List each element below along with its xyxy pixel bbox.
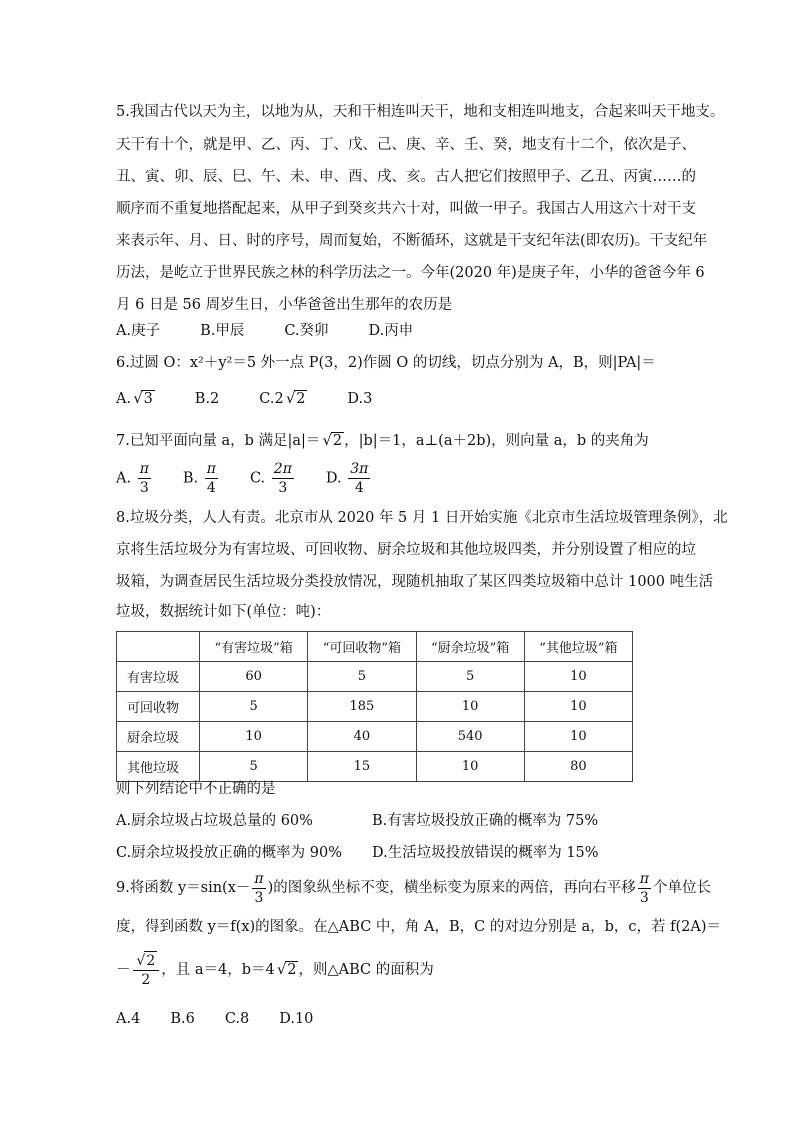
q9-line-2: 度，得到函数 y＝f(x)的图象。在△ABC 中，角 A，B，C 的对边分别是 a，b，c，若 f(2A)＝ <box>116 919 721 935</box>
sqrt-symbol: √ 2 <box>331 432 344 449</box>
table-header-cell: “可回收物”箱 <box>308 632 416 662</box>
q8-option-a: A.厨余垃圾占垃圾总量的 60% <box>116 813 313 829</box>
q6-stem: 6.过圆 O：x²＋y²＝5 外一点 P(3，2)作圆 O 的切线，切点分别为 A，B，则|PA|＝ <box>116 355 656 371</box>
table-header-cell: “厨余垃圾”箱 <box>416 632 524 662</box>
sqrt-symbol: √ 2 <box>285 961 298 978</box>
q6-option-d: D.3 <box>347 391 373 407</box>
sqrt-symbol: √ 2 <box>144 951 157 970</box>
table-cell: 10 <box>200 722 308 752</box>
table-cell: 40 <box>308 722 416 752</box>
q5-option-c: C.癸卯 <box>284 323 329 339</box>
table-row-header: 厨余垃圾 <box>117 722 200 752</box>
q7-option-a: A. $\frac{\pi}{3}$ <box>116 461 149 496</box>
fraction: $\frac{2\pi}{3}$ <box>273 461 292 496</box>
q9-option-d: D.10 <box>279 1011 314 1027</box>
q5-option-a: A.庚子 <box>116 323 161 339</box>
table-row <box>117 752 633 782</box>
fraction: $\frac{\pi}{4}$ <box>206 461 216 496</box>
table-header-cell: “有害垃圾”箱 <box>200 632 308 662</box>
table-row <box>117 692 633 722</box>
fraction: $\frac{\pi}{3}$ <box>639 870 649 906</box>
q7-option-d: D. $\frac{3\pi}{4}$ <box>325 461 369 496</box>
table-header-cell <box>117 632 200 662</box>
q9-option-c: C.8 <box>224 1011 250 1027</box>
q8-options-row2 <box>116 843 628 863</box>
q7-stem: 7.已知平面向量 a，b 满足|a|＝ √ 2 ，|b|＝1，a⊥(a＋2b)，则向量 a，b 的夹角为 <box>116 431 649 451</box>
table-cell: 10 <box>416 752 524 782</box>
table-cell: 10 <box>524 662 632 692</box>
q9-line-3: － √ $\frac{2}{2}$ ，且 a＝4，b＝4 √ 2 ，则△ABC 的面积为 <box>116 948 434 992</box>
q5-line: 5.我国古代以天为主，以地为从，天和干相连叫天干，地和支相连叫地支，合起来叫天干地支。 <box>116 104 725 120</box>
q6-option-c: C.2 √ 2 <box>259 389 307 409</box>
table-cell: 5 <box>200 752 308 782</box>
garbage-data-table <box>116 631 633 782</box>
q5-options <box>116 321 453 341</box>
q8-option-d: D.生活垃圾投放错误的概率为 15% <box>372 845 599 861</box>
table-header-row <box>117 632 633 662</box>
q8-line: 8.垃圾分类，人人有责。北京市从 2020 年 5 月 1 日开始实施《北京市生活垃圾管理条例》，北 <box>116 510 728 526</box>
q5-line: 月 6 日是 56 周岁生日，小华爸爸出生那年的农历是 <box>116 297 453 313</box>
q5-line: 历法，是屹立于世界民族之林的科学历法之一。今年(2020 年)是庚子年，小华的爸爸今年 6 <box>116 265 705 281</box>
q8-line: 圾箱，为调查居民生活垃圾分类投放情况，现随机抽取了某区四类垃圾箱中总计 1000 吨生活 <box>116 574 714 590</box>
table-row <box>117 662 633 692</box>
table-row-header: 可回收物 <box>117 692 200 722</box>
table-cell: 185 <box>308 692 416 722</box>
q5-option-d: D.丙申 <box>368 323 414 339</box>
table-cell: 10 <box>524 692 632 722</box>
q5-line: 天干有十个，就是甲、乙、丙、丁、戊、己、庚、辛、壬、癸，地支有十二个，依次是子、 <box>116 137 696 153</box>
q9-option-b: B.6 <box>170 1011 195 1027</box>
sqrt-symbol: √ 2 <box>294 390 307 407</box>
table-cell: 540 <box>416 722 524 752</box>
q8-line: 京将生活垃圾分为有害垃圾、可回收物、厨余垃圾和其他垃圾四类，并分别设置了相应的垃 <box>116 542 696 558</box>
q8-option-c: C.厨余垃圾投放正确的概率为 90% <box>116 845 343 861</box>
q9-line-1: 9.将函数 y＝sin(x－ $\frac{\pi}{3}$ )的图象纵坐标不变，横坐标变为原来的两倍，再向右平移 $\frac{\pi}{3}$ 个单位长 <box>116 870 711 906</box>
table-cell: 5 <box>308 662 416 692</box>
table-header-cell: “其他垃圾”箱 <box>524 632 632 662</box>
q8-line: 垃圾，数据统计如下(单位：吨)： <box>116 604 331 620</box>
q5-line: 丑、寅、卯、辰、巳、午、未、申、酉、戌、亥。古人把它们按照甲子、乙丑、丙寅……的 <box>116 169 696 185</box>
fraction: $\frac{3\pi}{4}$ <box>350 461 369 496</box>
fraction: $\frac{\pi}{3}$ <box>139 461 149 496</box>
q8-options-row1 <box>116 811 628 831</box>
q9-options <box>116 1009 353 1029</box>
table-cell: 5 <box>200 692 308 722</box>
q7-options <box>116 460 412 497</box>
q7-option-b: B. $\frac{\pi}{4}$ <box>182 461 216 496</box>
fraction: $\frac{\pi}{3}$ <box>254 870 264 906</box>
table-cell: 80 <box>524 752 632 782</box>
q6-option-a: A. √ 3 <box>116 389 155 409</box>
table-cell: 5 <box>416 662 524 692</box>
q6-option-b: B.2 <box>194 391 220 407</box>
fraction: √ $\frac{2}{2}$ <box>133 951 160 989</box>
table-cell: 60 <box>200 662 308 692</box>
table-cell: 10 <box>416 692 524 722</box>
sqrt-symbol: √ 3 <box>141 390 154 407</box>
q8-option-b: B.有害垃圾投放正确的概率为 75% <box>372 813 599 829</box>
q9-option-a: A.4 <box>116 1011 141 1027</box>
q5-option-b: B.甲辰 <box>200 323 245 339</box>
q8-after: 则下列结论中不正确的是 <box>116 781 276 797</box>
q6-options <box>116 389 412 409</box>
q5-line: 顺序而不重复地搭配起来，从甲子到癸亥共六十对，叫做一甲子。我国古人用这六十对干支 <box>116 201 696 217</box>
table-cell: 10 <box>524 722 632 752</box>
table-row-header: 其他垃圾 <box>117 752 200 782</box>
table-row-header: 有害垃圾 <box>117 662 200 692</box>
table-row <box>117 722 633 752</box>
q5-line: 来表示年、月、日、时的序号，周而复始，不断循环，这就是干支纪年法(即农历)。干支纪年 <box>116 233 708 249</box>
q7-option-c: C. $\frac{2\pi}{3}$ <box>249 461 292 496</box>
table-cell: 15 <box>308 752 416 782</box>
